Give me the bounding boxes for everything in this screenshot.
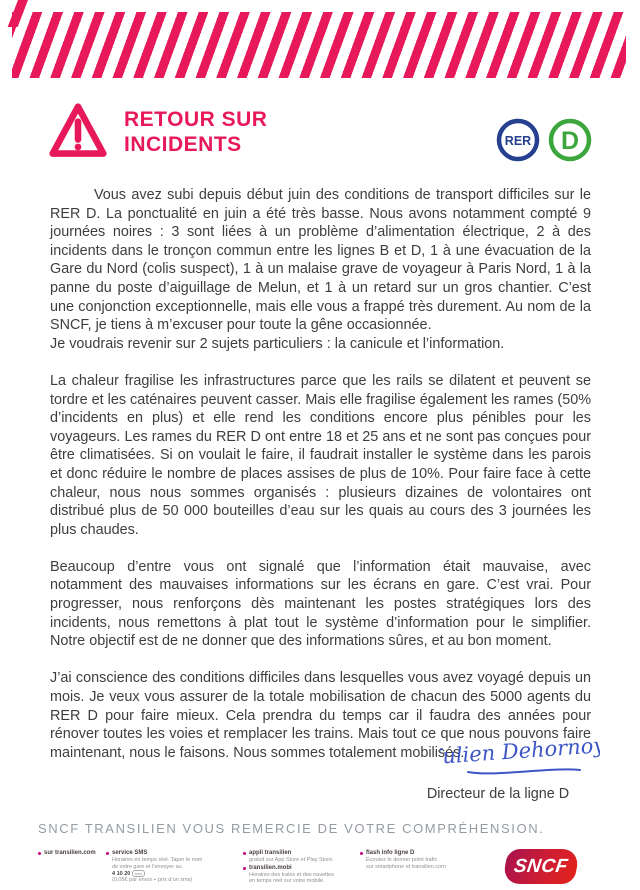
- footer-flash-line1: Écoutez le dernier point trafic: [366, 857, 438, 863]
- thanks-line: SNCF TRANSILIEN VOUS REMERCIE DE VOTRE COMPRÉHENSION.: [38, 821, 545, 836]
- warning-triangle-icon: [48, 98, 108, 166]
- signatory-title: Directeur de la ligne D: [426, 786, 570, 802]
- letter-paragraph-4: J’ai conscience des conditions difficiles dans lesquelles vous avez voyagé depuis un mois. Je veux vous assurer de la totale mobilisation de chacun des 5000 agents du RER D pour faire mieux. Cela prendra du temps car il faudra des années pour rénover toutes les voies et remplacer les trains. Mais tout ce que nous pouvons faire maintenant, nous le faisons. Nous sommes totalement mobilisés.: [50, 670, 591, 761]
- footer-sms-line2: de votre gare et l’envoyer au: [112, 863, 182, 870]
- letter-paragraph-2: La chaleur fragilise les infrastructures parce que les rails se dilatent et peuvent se tordre et les caténaires peuvent casser. Mais elle fragilise également les rames (50% d’incidents en plus) et elle rend les conditions encore plus pénibles pour les voyageurs. Les rames du RER D ont entre 18 et 25 ans et ne sont pas conçues pour être climatisées. Si on voulait le faire, il faudrait installer le système dans les parois et donc réduire le nombre de places assises de plus de 10%. Pour faire face à cette chaleur, nous nous sommes organisés : plusieurs dizaines de volontaires ont distribué plus de 50 000 bouteilles d’eau sur les quais au cours des 3 journées les plus chaudes.: [50, 372, 591, 538]
- letter-paragraph-1b: Je voudrais revenir sur 2 sujets particuliers : la canicule et l’information.: [50, 335, 505, 352]
- bullet-icon: [243, 852, 246, 855]
- footer-col-flash: [360, 850, 488, 870]
- footer-flash-title: flash info ligne D: [366, 850, 415, 856]
- signature: [440, 726, 600, 789]
- page-title-line2: INCIDENTS: [124, 133, 242, 156]
- sncf-logo: [502, 849, 580, 884]
- page-title-line1: RETOUR SUR: [124, 108, 268, 131]
- bullet-icon: [360, 852, 363, 855]
- page-title: [124, 107, 267, 157]
- header: [48, 98, 267, 166]
- bullet-icon: [243, 867, 246, 870]
- footer-sms-price: (0,05€ par envoi + prix d’un sms): [112, 877, 193, 884]
- footer-mobi-line2: en temps réel sur votre mobile.: [249, 878, 325, 884]
- rer-logo: [496, 118, 540, 162]
- footer-col-web: [38, 850, 104, 857]
- footer-mobi-line1: Horaires des trains et des navettes: [249, 871, 334, 878]
- sms-badge: sms: [132, 870, 145, 877]
- footer-sms-line1: Horaires en temps réel. Taper le nom: [112, 857, 203, 863]
- footer-col-app: [243, 850, 357, 885]
- letter-paragraph-3: Beaucoup d’entre vous ont signalé que l’information était mauvaise, avec notamment des mauvaises informations sur les écrans en gare. C’est vrai. Pour progresser, nous renforçons dès maintenant les postes stratégiques lors des incidents, nous remettons à plat tout le système d’information pour le simplifier. Notre objectif est de ne donner que des informations sûres, et au bon moment.: [50, 558, 591, 650]
- line-d-badge-label: D: [560, 127, 580, 155]
- bullet-icon: [38, 852, 41, 855]
- bullet-icon: [106, 852, 109, 855]
- line-badges: [496, 118, 592, 162]
- letter-body: [50, 186, 591, 762]
- footer-web-title: sur transilien.com: [44, 850, 96, 856]
- footer-flash-line2: sur smartphone et transilien.com: [366, 863, 446, 870]
- footer-mobi-title: transilien.mobi: [249, 864, 292, 871]
- footer-app-line1: gratuit sur App Store et Play Store.: [249, 857, 334, 863]
- letter-paragraph-1: Vous avez subi depuis début juin des conditions de transport difficiles sur le RER D. La ponctualité en juin a été très basse. Nous avons notamment compté 9 journées noires : 3 sont liées à un problème d’alimentation électrique, 2 à des incidents dans le tronçon commun entre les lignes B et D, 1 à une évacuation de la Gare du Nord (colis suspect), 1 à un malaise grave de voyageur à Paris Nord, 1 à la panne du poste d’aiguillage de Melun, et 1 à un retard sur un gros chantier. C’est une conjonction exceptionnelle, mais elle vous a frappé très durement. Au nom de la SNCF, je tiens à m’excuser pour toute la gêne occasionnée.: [50, 187, 591, 334]
- signature-text: Julien Dehornoy: [440, 733, 600, 769]
- footer-sms-title: service SMS: [112, 850, 148, 856]
- footer-app-title: appli transilien: [249, 850, 292, 856]
- sncf-logo-label: SNCF: [512, 855, 570, 877]
- signature-underline: [468, 769, 580, 773]
- rer-logo-label: RER: [504, 134, 532, 148]
- footer-col-sms: [106, 850, 238, 884]
- line-d-badge: [548, 118, 592, 162]
- stripes-banner: [12, 12, 626, 78]
- footer-sms-number: 4 10 20: [112, 870, 131, 877]
